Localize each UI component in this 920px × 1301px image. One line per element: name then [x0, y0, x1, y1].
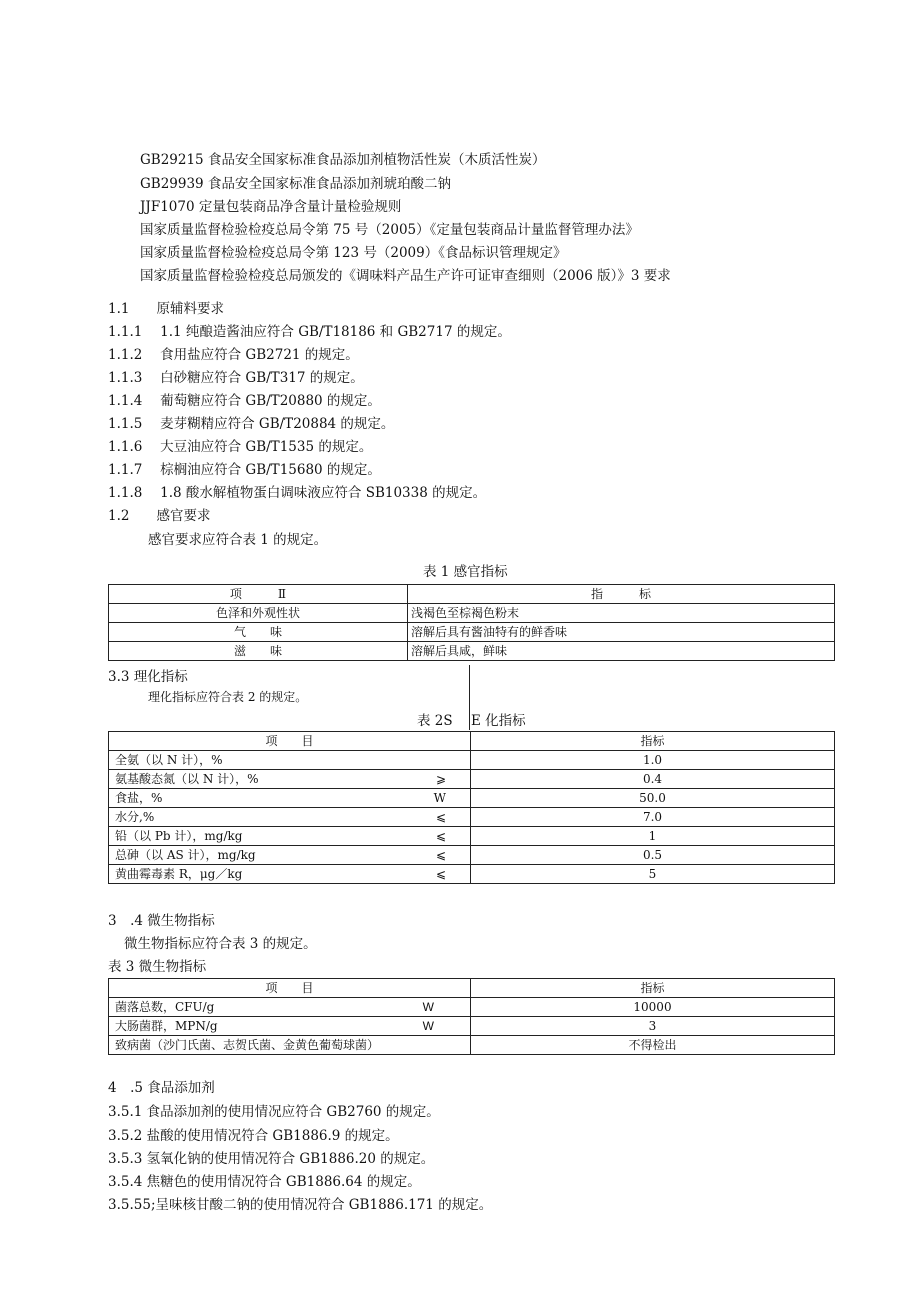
clause: 1.1.8 1.8 酸水解植物蛋白调味液应符合 SB10338 的规定。 [108, 485, 487, 501]
limit-symbol [446, 751, 464, 769]
microbe-table [108, 978, 835, 1055]
table-row [109, 827, 835, 846]
table-caption: E 化指标 [471, 713, 526, 729]
table-row [109, 1017, 835, 1036]
value-cell: 5 [471, 865, 835, 884]
item-cell [109, 808, 471, 827]
value-cell: 1 [471, 827, 835, 846]
table-rule [469, 665, 470, 730]
item-label: 氨基酸态氮（以 N 计），% [115, 772, 259, 786]
paragraph: 微生物指标应符合表 3 的规定。 [124, 936, 317, 952]
ref-line: 国家质量监督检验检疫总局令第 75 号（2005）《定量包装商品计量监督管理办法》 [140, 222, 639, 238]
item-label: 总砷（以 AS 计），mg/kg [115, 848, 256, 862]
item-cell [109, 865, 471, 884]
value-cell: 7.0 [471, 808, 835, 827]
header-cell: 指标 [471, 732, 835, 751]
item-cell [109, 1017, 471, 1036]
item-label: 食盐，% [115, 791, 163, 805]
limit-symbol: W [433, 791, 446, 805]
header-cell: 项 目 [109, 732, 471, 751]
value-cell: 1.0 [471, 751, 835, 770]
ref-line: GB29215 食品安全国家标准食品添加剂植物活性炭（木质活性炭） [140, 152, 546, 168]
value-cell: 溶解后具有酱油特有的鲜香味 [408, 623, 835, 642]
table-row [109, 770, 835, 789]
table-row [109, 1036, 835, 1055]
ref-line: 国家质量监督检验检疫总局令第 123 号（2009）《食品标识管理规定》 [140, 245, 567, 261]
clause: 1.1.5 麦芽糊精应符合 GB/T20884 的规定。 [108, 416, 395, 432]
clause: 3.5.2 盐酸的使用情况符合 GB1886.9 的规定。 [108, 1128, 399, 1144]
item-cell: 色泽和外观性状 [109, 604, 408, 623]
item-cell [109, 827, 471, 846]
value-cell: 溶解后具咸，鲜味 [408, 642, 835, 661]
limit-symbol: ⩽ [435, 848, 446, 862]
section-heading: 3 .4 微生物指标 [108, 913, 215, 929]
item-label: 大肠菌群，MPN/g [115, 1019, 218, 1033]
value-cell: 50.0 [471, 789, 835, 808]
clause: 3.5.55;呈味核甘酸二钠的使用情况符合 GB1886.171 的规定。 [108, 1197, 493, 1213]
limit-symbol: ⩽ [435, 810, 446, 824]
paragraph: 理化指标应符合表 2 的规定。 [148, 690, 308, 704]
item-cell [109, 998, 471, 1017]
physchem-table [108, 731, 835, 884]
clause: 3.5.4 焦糖色的使用情况符合 GB1886.64 的规定。 [108, 1174, 421, 1190]
header-cell: 项 目 [109, 979, 471, 998]
table-row [109, 751, 835, 770]
item-label: 黄曲霉毒素 R，μg／kg [115, 867, 243, 881]
limit-symbol: ⩾ [435, 772, 446, 786]
header-cell: 项 Ⅱ [109, 585, 408, 604]
table-row [109, 789, 835, 808]
value-cell: 不得检出 [471, 1036, 835, 1055]
value-cell: 3 [471, 1017, 835, 1036]
clause: 1.1.7 棕榈油应符合 GB/T15680 的规定。 [108, 462, 381, 478]
table-row [109, 808, 835, 827]
table-row [109, 642, 835, 661]
item-label: 全氨（以 N 计），% [115, 753, 223, 767]
table-header-row [109, 585, 835, 604]
table-row [109, 846, 835, 865]
table-header-row [109, 979, 835, 998]
table-caption: 表 2S [417, 713, 453, 729]
clause: 3.5.1 食品添加剂的使用情况应符合 GB2760 的规定。 [108, 1104, 440, 1120]
item-label: 铅（以 Pb 计），mg/kg [115, 829, 243, 843]
limit-symbol: W [422, 1000, 434, 1014]
section-heading: 3.3 理化指标 [108, 669, 188, 685]
ref-line: JJF1070 定量包装商品净含量计量检验规则 [140, 199, 402, 215]
item-label: 致病菌（沙门氏菌、志贺氏菌、金黄色葡萄球菌） [115, 1038, 380, 1052]
item-cell [109, 751, 471, 770]
item-cell [109, 789, 471, 808]
section-heading: 1.1 原辅料要求 [108, 301, 224, 317]
item-cell [109, 770, 471, 789]
value-cell: 0.5 [471, 846, 835, 865]
ref-line: GB29939 食品安全国家标准食品添加剂琥珀酸二钠 [140, 176, 451, 192]
section-heading: 1.2 感官要求 [108, 508, 211, 524]
table-caption: 表 3 微生物指标 [108, 959, 207, 975]
table-caption: 表 1 感官指标 [423, 564, 508, 580]
table-row [109, 604, 835, 623]
table-row [109, 998, 835, 1017]
item-cell: 滋 味 [109, 642, 408, 661]
table-row [109, 623, 835, 642]
item-label: 菌落总数，CFU/g [115, 1000, 215, 1014]
clause: 3.5.3 氢氧化钠的使用情况符合 GB1886.20 的规定。 [108, 1151, 435, 1167]
table-row [109, 865, 835, 884]
limit-symbol: ⩽ [435, 867, 446, 881]
limit-symbol [446, 1036, 464, 1054]
item-cell [109, 1036, 471, 1055]
section-heading: 4 .5 食品添加剂 [108, 1080, 215, 1096]
value-cell: 10000 [471, 998, 835, 1017]
header-cell: 指 标 [408, 585, 835, 604]
item-cell [109, 846, 471, 865]
item-cell: 气 味 [109, 623, 408, 642]
clause: 1.1.3 白砂糖应符合 GB/T317 的规定。 [108, 370, 364, 386]
sensory-table [108, 584, 835, 661]
clause: 1.1.6 大豆油应符合 GB/T1535 的规定。 [108, 439, 373, 455]
item-label: 水分,% [115, 810, 155, 824]
header-cell: 指标 [471, 979, 835, 998]
limit-symbol: ⩽ [435, 829, 446, 843]
limit-symbol: W [422, 1019, 434, 1033]
paragraph: 感官要求应符合表 1 的规定。 [148, 532, 328, 548]
ref-line: 国家质量监督检验检疫总局颁发的《调味料产品生产许可证审查细则（2006 版）》3 要求 [140, 268, 671, 284]
value-cell: 0.4 [471, 770, 835, 789]
table-header-row [109, 732, 835, 751]
clause: 1.1.1 1.1 纯酿造酱油应符合 GB/T18186 和 GB2717 的规定。 [108, 324, 511, 340]
clause: 1.1.4 葡萄糖应符合 GB/T20880 的规定。 [108, 393, 381, 409]
clause: 1.1.2 食用盐应符合 GB2721 的规定。 [108, 347, 359, 363]
value-cell: 浅褐色至棕褐色粉末 [408, 604, 835, 623]
